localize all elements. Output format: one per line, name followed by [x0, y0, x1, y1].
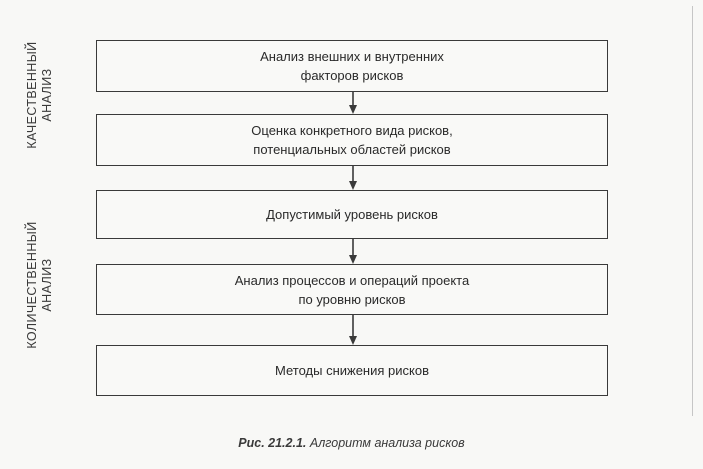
qualitative-label-line-1: КАЧЕСТВЕННЫЙ — [25, 41, 39, 149]
arrow-2-to-3 — [349, 166, 357, 190]
qualitative-label-line-2: АНАЛИЗ — [40, 68, 54, 122]
step-3-line-1: Допустимый уровень рисков — [266, 207, 438, 222]
page-edge-line — [692, 6, 693, 416]
step-1-line-1: Анализ внешних и внутренних — [260, 49, 444, 64]
arrow-1-to-2 — [349, 92, 357, 114]
step-5-line-1: Методы снижения рисков — [275, 363, 429, 378]
arrow-3-to-4 — [349, 239, 357, 264]
quantitative-label-line-1: КОЛИЧЕСТВЕННЫЙ — [25, 221, 39, 349]
step-2-line-2: потенциальных областей рисков — [253, 142, 451, 157]
arrow-4-to-5 — [349, 315, 357, 345]
figure-caption-text: Алгоритм анализа рисков — [309, 436, 465, 450]
quantitative-label-line-2: АНАЛИЗ — [40, 258, 54, 312]
figure-caption-label: Рис. 21.2.1. — [238, 436, 307, 450]
figure-caption — [0, 436, 703, 450]
step-1-line-2: факторов рисков — [300, 68, 404, 83]
step-4-line-2: по уровню рисков — [298, 291, 406, 307]
step-4-line-1: Анализ процессов и операций проекта — [234, 272, 470, 288]
step-2-line-1: Оценка конкретного вида рисков, — [251, 123, 453, 138]
